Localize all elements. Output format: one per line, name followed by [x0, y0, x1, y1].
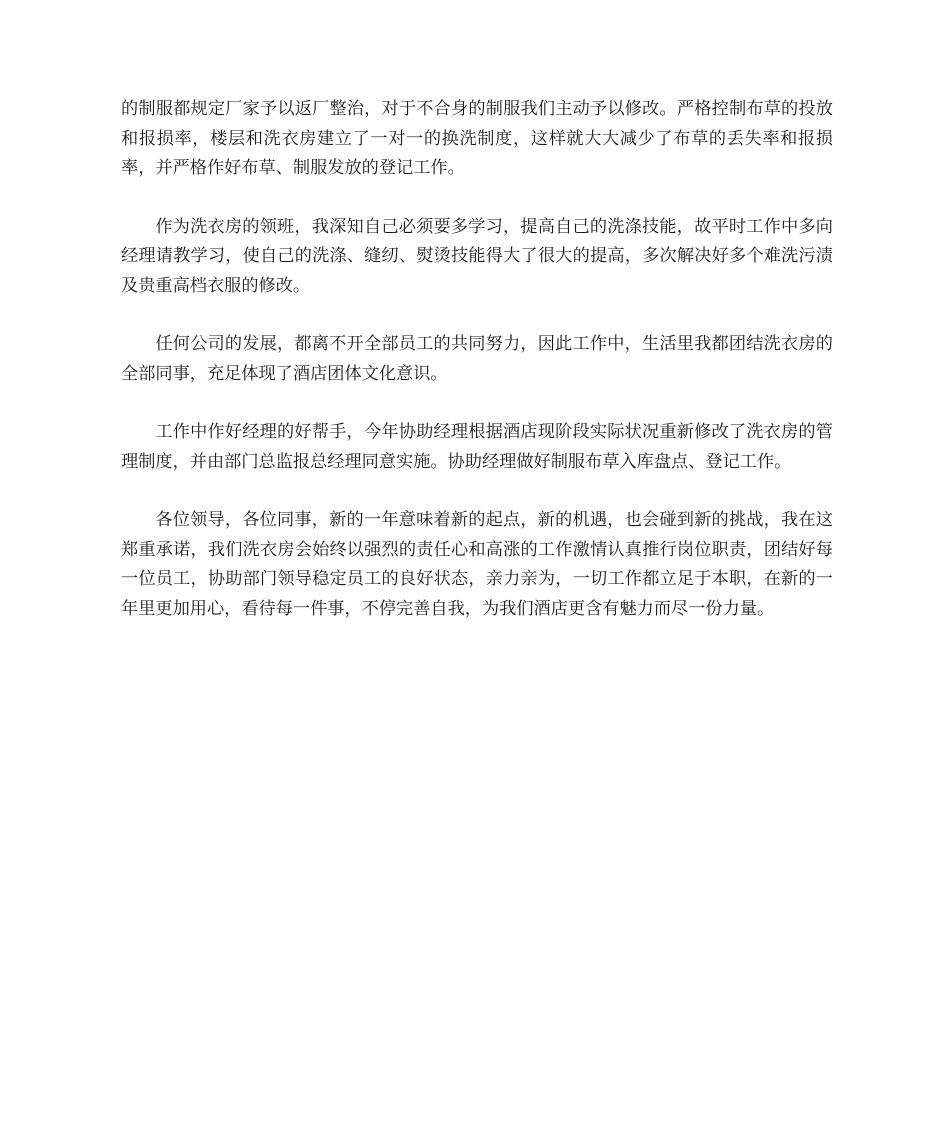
paragraph-closing: 各位领导，各位同事，新的一年意味着新的起点，新的机遇，也会碰到新的挑战，我在这郑重承诺，我们洗衣房会始终以强烈的责任心和高涨的工作激情认真推行岗位职责，团结好每一位员工，协助部门领导稳定员工的良好状态，亲力亲为，一切工作都立足于本职，在新的一年里更加用心，看待每一件事，不停完善自我，为我们酒店更含有魅力而尽一份力量。 [121, 510, 833, 619]
paragraph-continuation: 的制服都规定厂家予以返厂整治，对于不合身的制服我们主动予以修改。严格控制布草的投放和报损率，楼层和洗衣房建立了一对一的换洗制度，这样就大大减少了布草的丢失率和报损率，并严格作好布草、制服发放的登记工作。 [121, 99, 833, 178]
document-body [121, 95, 833, 653]
paragraph-manager-assistant: 工作中作好经理的好帮手，今年协助经理根据酒店现阶段实际状况重新修改了洗衣房的管理制度，并由部门总监报总经理同意实施。协助经理做好制服布草入库盘点、登记工作。 [121, 422, 833, 472]
paragraph-teamwork: 任何公司的发展，都离不开全部员工的共同努力，因此工作中，生活里我都团结洗衣房的全部同事，充足体现了酒店团体文化意识。 [121, 334, 833, 384]
paragraph-team-leader: 作为洗衣房的领班，我深知自己必须要多学习，提高自己的洗涤技能，故平时工作中多向经理请教学习，使自己的洗涤、缝纫、熨烫技能得大了很大的提高，多次解决好多个难洗污渍及贵重高档衣服的修改。 [121, 216, 833, 296]
